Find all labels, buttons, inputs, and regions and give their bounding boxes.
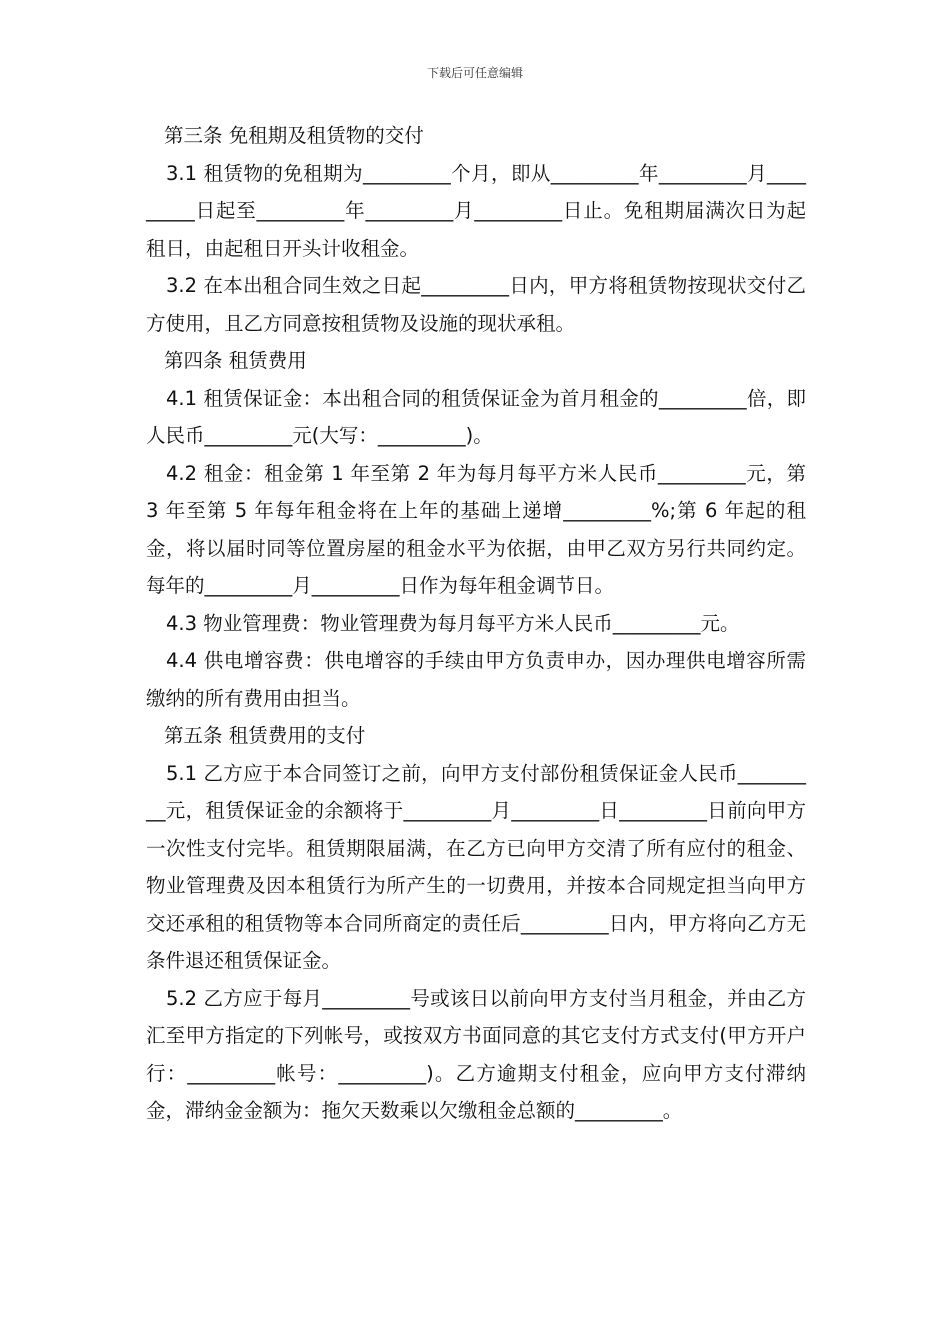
article-4-heading: 第四条 租赁费用 [164, 349, 307, 372]
article-5-heading: 第五条 租赁费用的支付 [164, 724, 366, 747]
page-header: 下载后可任意编辑 [426, 66, 523, 80]
document-body [146, 117, 806, 1130]
clause-5-2: 5.2 乙方应于每月_________号或该日以前向甲方支付当月租金，并由乙方汇至甲方指定的下列帐号，或按双方书面同意的其它支付方式支付(甲方开户行：_________帐号：_________)。乙方逾期支付租金，应向甲方支付滞纳金，滞纳金金额为：拖欠天数乘以欠缴租金总额的_________。 [146, 986, 806, 1122]
clause-5-1: 5.1 乙方应于本合同签订之前，向甲方支付部份租赁保证金人民币_________元，租赁保证金的余额将于_________月_________日_________日前向甲方一次性支付完毕。租赁期限届满，在乙方已向甲方交清了所有应付的租金、物业管理费及因本租赁行为所产生的一切费用，并按本合同规定担当向甲方交还承租的租赁物等本合同所商定的责任后_________日内，甲方将向乙方无条件退还租赁保证金。 [146, 761, 806, 972]
clause-3-1: 3.1 租赁物的免租期为_________个月，即从_________年_________月_________日起至_________年_________月_________日止。免租期届满次日为起租日，由起租日开头计收租金。 [146, 161, 806, 260]
clause-4-1: 4.1 租赁保证金：本出租合同的租赁保证金为首月租金的_________倍，即人民币_________元(大写：_________)。 [146, 386, 806, 447]
clause-4-4: 4.4 供电增容费：供电增容的手续由甲方负责申办，因办理供电增容所需缴纳的所有费用由担当。 [146, 649, 806, 710]
clause-4-2: 4.2 租金：租金第 1 年至第 2 年为每月每平方米人民币_________元，第 3 年至第 5 年每年租金将在上年的基础上递增_________%;第 6 年起的租金，将以届时同等位置房屋的租金水平为依据，由甲乙双方另行共同约定。每年的_________月_________日作为每年租金调节日。 [146, 461, 806, 597]
clause-4-3: 4.3 物业管理费：物业管理费为每月每平方米人民币_________元。 [166, 611, 740, 635]
article-3-heading: 第三条 免租期及租赁物的交付 [164, 124, 424, 147]
clause-3-2: 3.2 在本出租合同生效之日起_________日内，甲方将租赁物按现状交付乙方使用，且乙方同意按租赁物及设施的现状承租。 [146, 274, 806, 335]
